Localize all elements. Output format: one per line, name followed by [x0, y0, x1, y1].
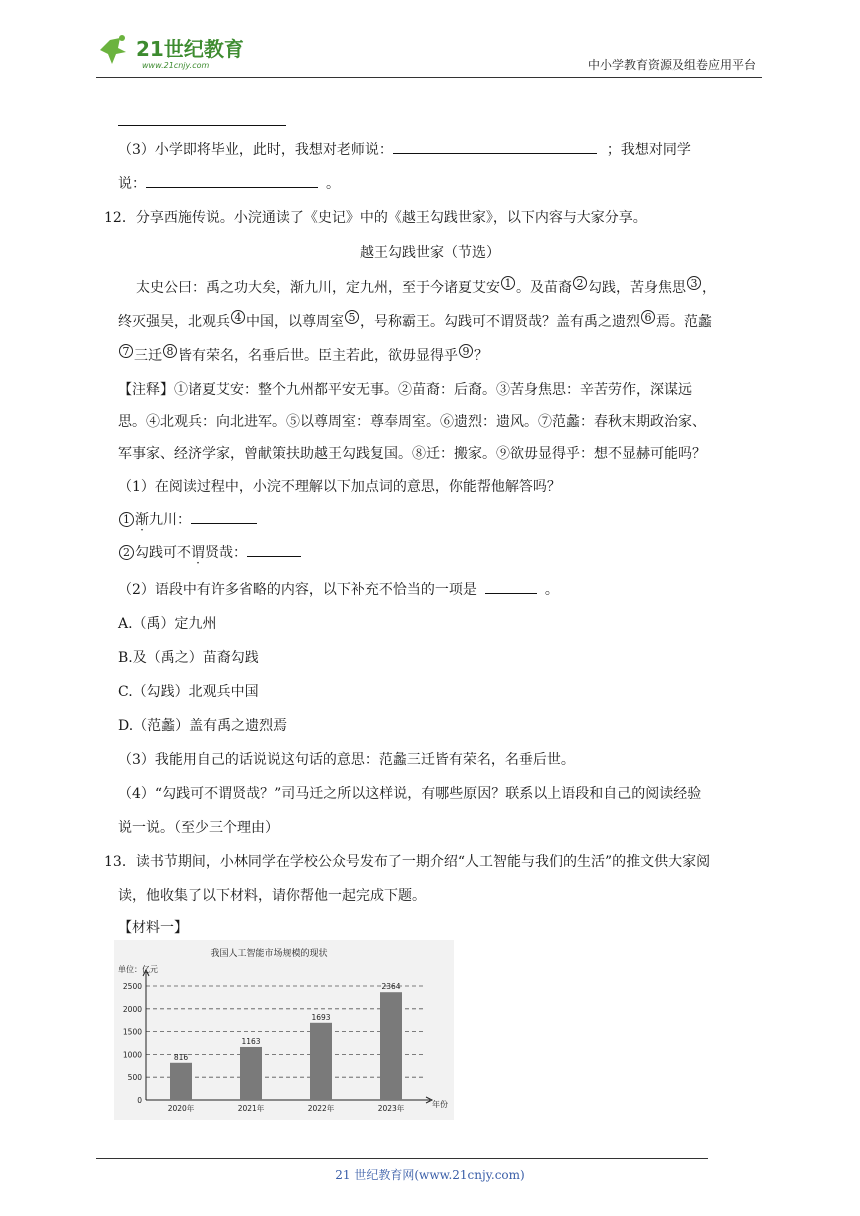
- option-c: C.（勾践）北观兵中国: [118, 684, 259, 700]
- chart-title: 我国人工智能市场规模的现状: [210, 949, 328, 959]
- logo-text: 21世纪教育: [136, 37, 244, 61]
- passage-line-1: 太史公曰：禹之功大矣，渐九川，定九州，至于今诸夏艾安 1 。及苗裔 2 勾践，苦身焦思 3 ，: [136, 277, 716, 296]
- chart-x-tick-label: 2021年: [237, 1104, 265, 1113]
- logo-url: www.21cnjy.com: [142, 61, 210, 70]
- chart-x-tick-label: 2022年: [307, 1104, 335, 1113]
- q12-stem: 12．分享西施传说。小浣通读了《史记》中的《越王勾践世家》，以下内容与大家分享。: [104, 210, 647, 226]
- option-d: D.（范蠡）盖有禹之遗烈焉: [118, 718, 288, 734]
- q11-part3-cont: 说： 。: [118, 176, 340, 192]
- site-name: 中小学教育资源及组卷应用平台: [587, 58, 756, 72]
- site-logo: [96, 32, 266, 72]
- q13-stem: 13．读书节期间，小林同学在学校公众号发布了一期介绍“人工智能与我们的生活”的推文供大家阅: [104, 854, 711, 870]
- chart-data-label: 816: [173, 1052, 189, 1062]
- option-b: B.及（禹之）苗裔勾践: [118, 650, 259, 666]
- passage-line-2: 终灭强吴，北观兵 4 中国，以尊周室 5 ，号称霸王。勾践可不谓贤哉？盖有禹之遗烈 6 焉。范蠡: [118, 311, 712, 330]
- sub2-question: （2）语段中有许多省略的内容，以下补充不恰当的一项是 。: [118, 582, 559, 598]
- chart-y-tick-label: 500: [127, 1073, 142, 1083]
- notes-line-2: 思。④北观兵：向北进军。⑤以尊周室：尊奉周室。⑥遗烈：遗风。⑦范蠡：春秋末期政治家、: [118, 414, 706, 430]
- q11-part3: （3）小学即将毕业，此时，我想对老师说： ；我想对同学: [118, 142, 691, 158]
- chart-y-tick-label: 1000: [122, 1050, 142, 1060]
- page-footer: 21 世纪教育网(www.21cnjy.com): [335, 1168, 525, 1182]
- option-a: A.（禹）定九州: [118, 616, 217, 632]
- passage-title: 越王勾践世家（节选）: [360, 245, 500, 261]
- chart-x-tick-label: 2020年: [167, 1104, 195, 1113]
- notes-line-1: 【注释】①诸夏艾安：整个九州都平安无事。②苗裔：后裔。③苦身焦思：辛苦劳作，深谋远: [118, 382, 692, 398]
- chart-bar: [170, 1063, 192, 1100]
- q13-stem-cont: 读，他收集了以下材料，请你帮他一起完成下题。: [118, 888, 426, 904]
- answer-line: [118, 112, 286, 132]
- footer-divider: [96, 1158, 708, 1159]
- chart-bar: [310, 1023, 332, 1100]
- sub1-item-b: 2 勾践可不谓贤哉：: [118, 543, 301, 563]
- chart-data-label: 1163: [241, 1036, 261, 1046]
- sub4-question-cont: 说一说。（至少三个理由）: [118, 820, 279, 836]
- chart-y-tick-label: 1500: [122, 1027, 142, 1037]
- market-size-bar-chart: [114, 940, 454, 1120]
- chart-unit: 单位：亿元: [118, 965, 158, 974]
- sub1-item-a: 1 渐九川：: [118, 510, 257, 530]
- chart-y-tick-label: 2000: [122, 1004, 142, 1014]
- sub3-question: （3）我能用自己的话说说这句话的意思：范蠡三迁皆有荣名，名垂后世。: [118, 752, 575, 768]
- material-label: 【材料一】: [118, 920, 188, 936]
- chart-y-tick-label: 2500: [122, 982, 142, 991]
- sub1-question: （1）在阅读过程中，小浣不理解以下加点词的意思，你能帮他解答吗？: [118, 479, 561, 495]
- chart-bar: [380, 992, 402, 1100]
- chart-data-label: 2364: [381, 982, 401, 992]
- sub4-question: （4）“勾践可不谓贤哉？”司马迁之所以这样说，有哪些原因？联系以上语段和自己的阅读经验: [118, 786, 702, 802]
- chart-bar: [240, 1047, 262, 1100]
- passage-line-3: 7 三迁 8 皆有荣名，名垂后世。臣主若此，欲毋显得乎 9 ？: [118, 344, 488, 366]
- chart-y-tick-label: 0: [137, 1096, 142, 1105]
- chart-x-label: 年份: [432, 1100, 448, 1109]
- page-header: [96, 30, 762, 78]
- chart-x-tick-label: 2023年: [377, 1104, 405, 1113]
- notes-line-3: 军事家、经济学家，曾献策扶助越王勾践复国。⑧迁：搬家。⑨欲毋显得乎：想不显赫可能吗？: [118, 446, 706, 462]
- chart-data-label: 1693: [311, 1012, 331, 1022]
